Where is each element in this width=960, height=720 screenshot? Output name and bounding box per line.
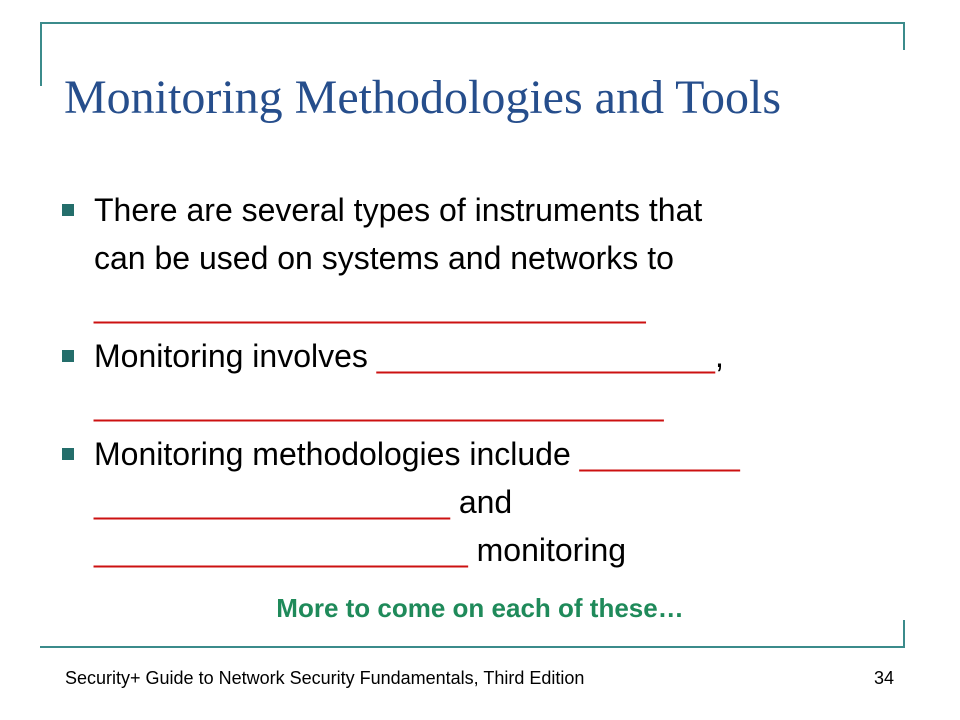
bullet-text-after: and	[449, 484, 513, 520]
fill-in-blank: _______________________________	[94, 288, 646, 324]
bullet-text: Monitoring methodologies include	[94, 436, 580, 472]
fill-in-blank: _____________________	[94, 532, 468, 568]
bullet-line	[94, 430, 912, 478]
frame-top-line	[40, 22, 904, 24]
fill-in-blank: ___________________	[376, 338, 715, 374]
bullet-item-methodologies	[62, 430, 912, 574]
footer-right-tick	[903, 620, 905, 648]
bullet-line	[94, 478, 912, 526]
fill-in-blank: ____________________	[94, 484, 450, 520]
square-bullet-icon	[62, 350, 74, 362]
square-bullet-icon	[62, 448, 74, 460]
bullet-line	[94, 186, 912, 234]
bullet-text-after: ,	[714, 338, 724, 374]
bullet-text: There are several types of instruments that	[94, 192, 703, 228]
bullet-text: Monitoring involves	[94, 338, 377, 374]
bullet-line	[94, 282, 912, 330]
bullet-item-monitoring-involves	[62, 332, 912, 428]
bullet-line	[94, 332, 912, 380]
bullet-list	[62, 186, 912, 576]
frame-left-line	[40, 22, 42, 86]
bullet-text-after: monitoring	[467, 532, 627, 568]
more-to-come-note: More to come on each of these…	[276, 593, 684, 623]
fill-in-blank: ________________________________	[94, 386, 664, 422]
footer-divider	[40, 646, 904, 648]
frame-right-tick	[903, 22, 905, 50]
bullet-item-instruments	[62, 186, 912, 330]
page-number: 34	[873, 668, 894, 688]
bullet-text: can be used on systems and networks to	[94, 240, 674, 276]
square-bullet-icon	[62, 204, 74, 216]
bullet-line	[94, 234, 912, 282]
fill-in-blank: _________	[579, 436, 740, 472]
slide-title: Monitoring Methodologies and Tools	[64, 71, 782, 124]
bullet-line	[94, 380, 912, 428]
footer-book-title: Security+ Guide to Network Security Fundamentals, Third Edition	[65, 668, 585, 688]
bullet-line	[94, 526, 912, 574]
